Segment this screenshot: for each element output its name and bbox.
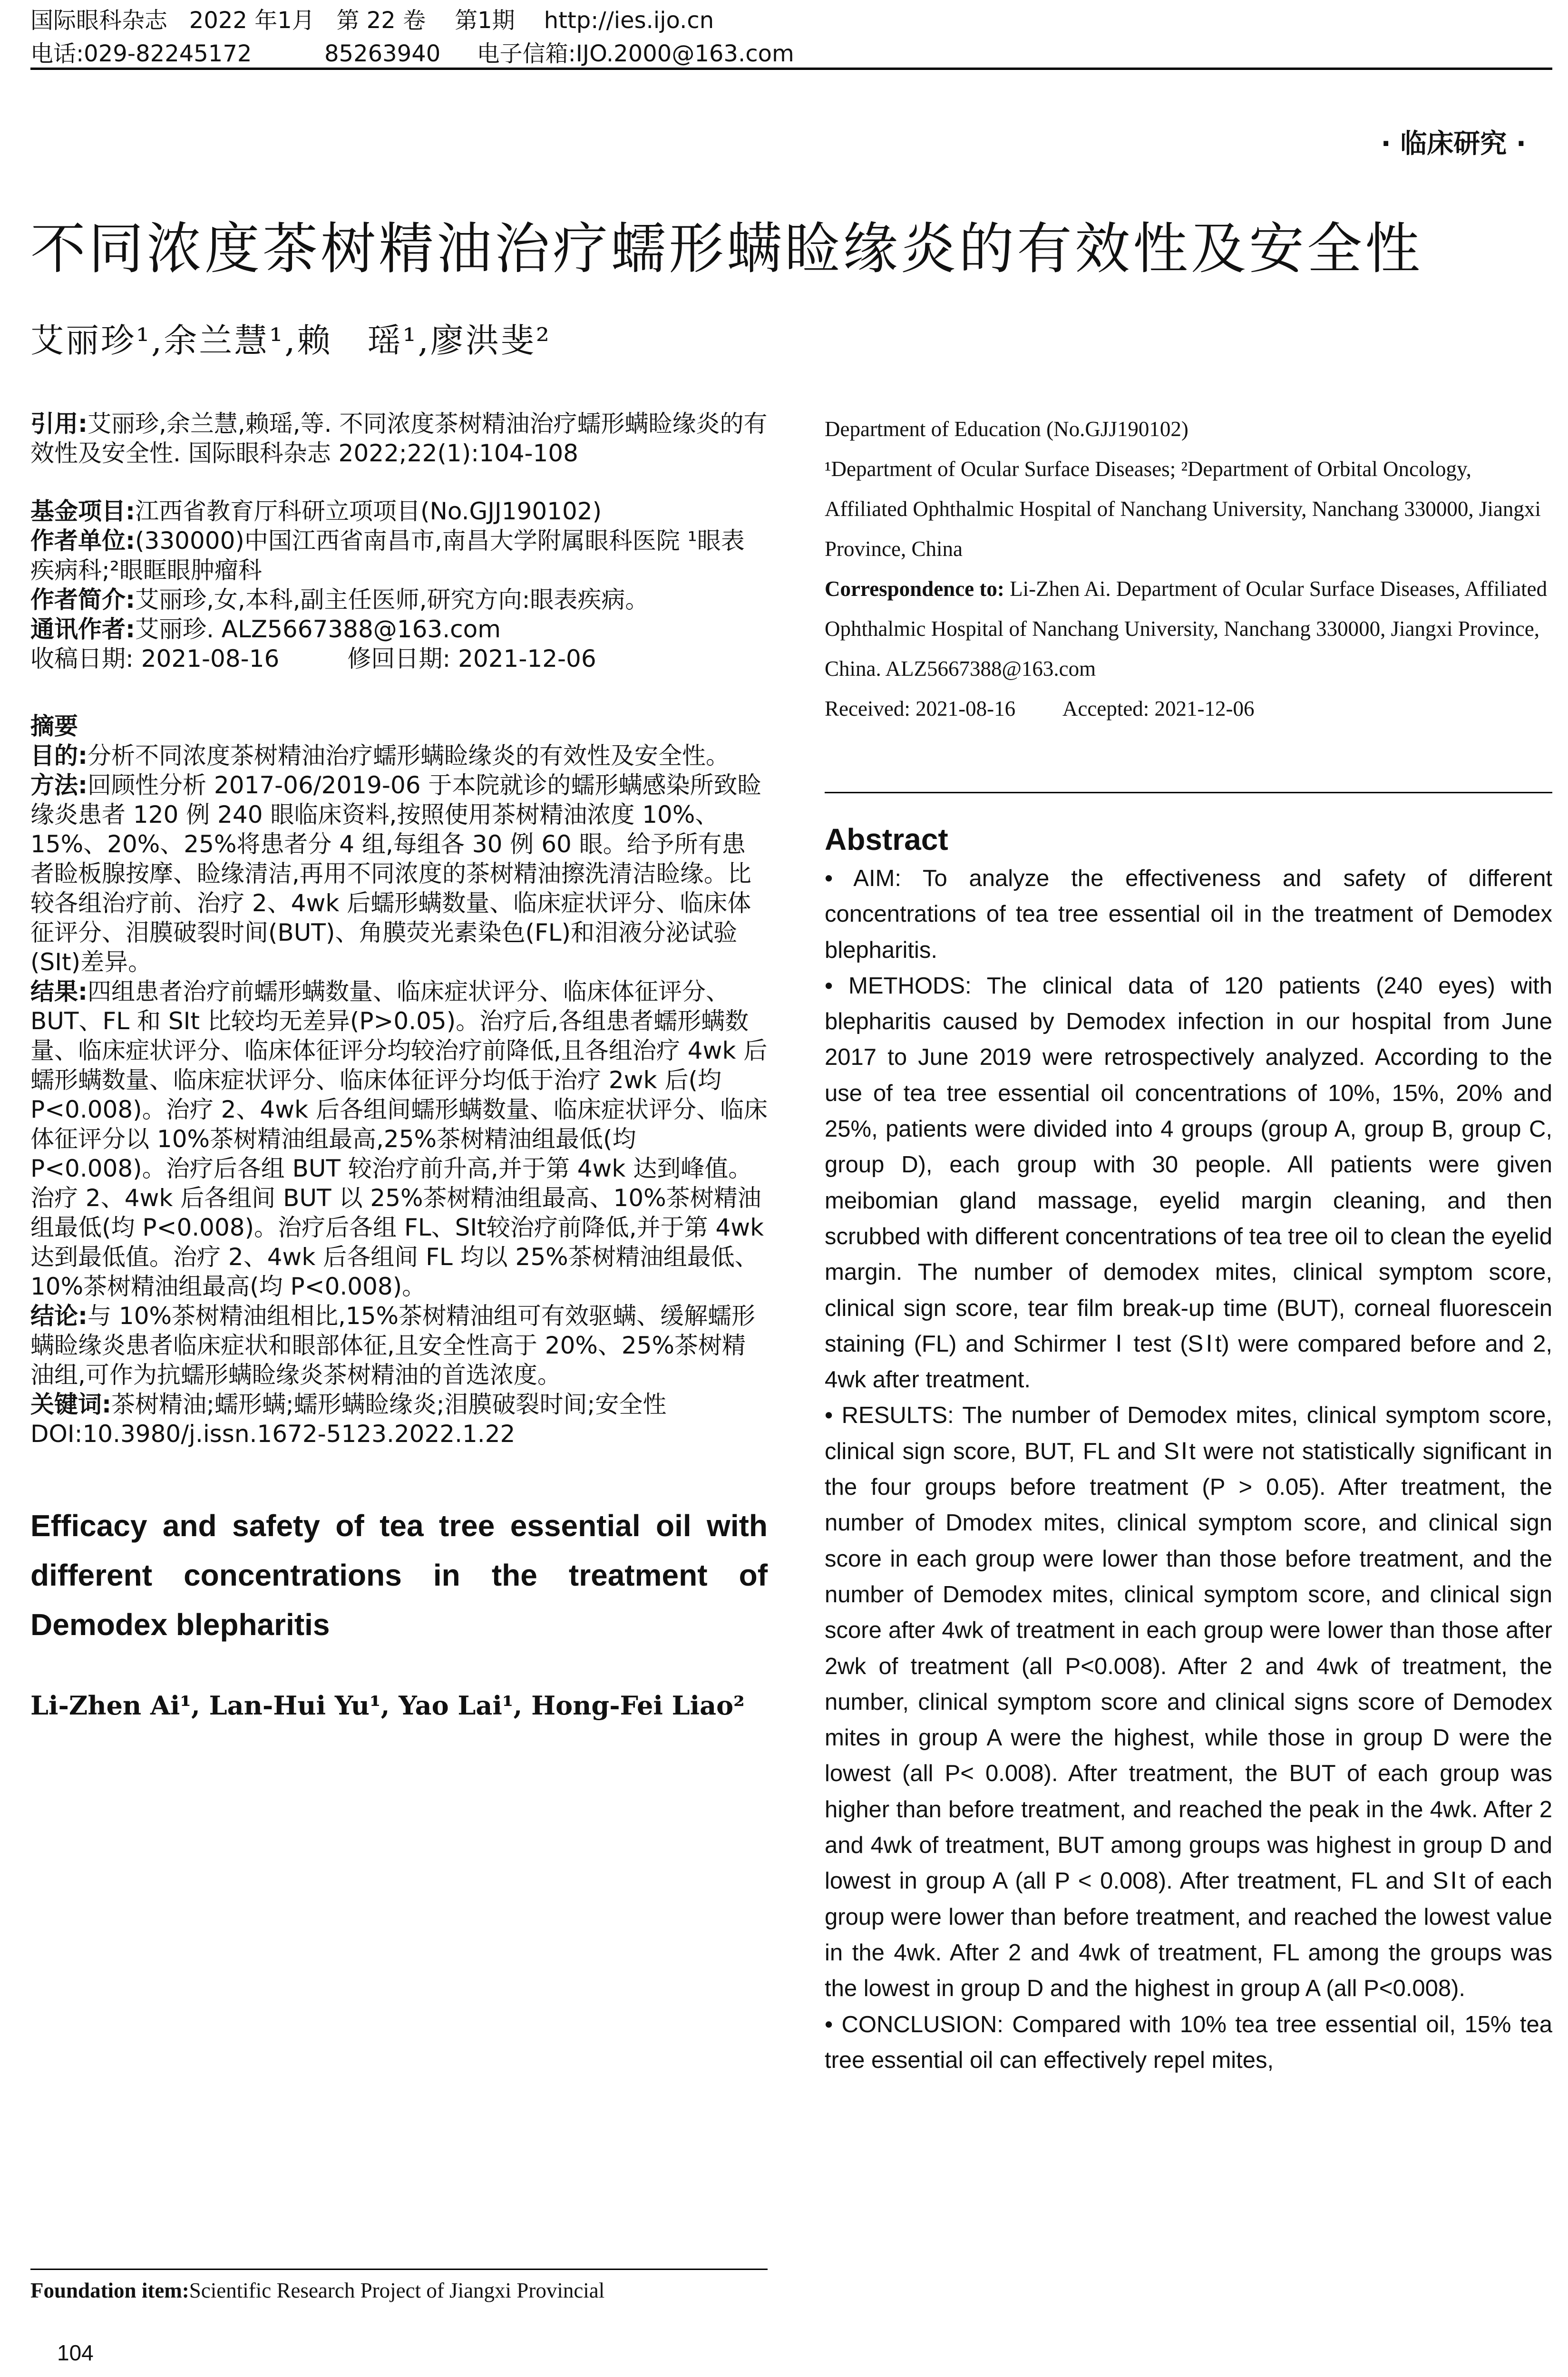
fund (30, 497, 768, 526)
left-column (30, 409, 768, 1728)
keywords-cn (30, 1390, 768, 1419)
methods-cn (30, 770, 768, 977)
journal-header-line2: 电话:029-82245172 85263940 电子信箱:IJO.2000@163.com (30, 40, 794, 67)
affiliation (30, 526, 768, 585)
methods-en (825, 968, 1552, 1398)
correspondence-label: Correspondence to: (825, 577, 1004, 601)
fund-text: 江西省教育厅科研立项项目(No.GJJ190102) (135, 497, 602, 525)
methods-en-label: • METHODS: (825, 973, 972, 999)
citation-label: 引用: (30, 410, 88, 438)
dates-en: Received: 2021-08-16 Accepted: 2021-12-06 (825, 697, 1255, 721)
doi: DOI:10.3980/j.issn.1672-5123.2022.1.22 (30, 1420, 516, 1448)
title-en: Efficacy and safety of tea tree essential oil with different concentrations in the treatment of Demodex blepharitis (30, 1509, 768, 1642)
header-rule (30, 68, 1552, 70)
right-column-top (825, 409, 1552, 729)
conclusion-label: 结论: (30, 1302, 88, 1330)
foundation-cont: Department of Education (No.GJJ190102) (825, 417, 1188, 441)
methods-text: 回顾性分析 2017-06/2019-06 于本院就诊的蠕形螨感染所致睑缘炎患者 120 例 240 眼临床资料,按照使用茶树精油浓度 10%、15%、20%、25%将患者分 4 组,每组各 30 例 60 眼。给予所有患者睑板腺按摩、睑缘清洁,再用不同浓度的茶树精油擦洗清洁睑缘。比较各组治疗前、治疗 2、4wk 后蠕形螨数量、临床症状评分、临床体征评分、泪膜破裂时间(BUT)、角膜荧光素染色(FL)和泪液分泌试验(SⅠt)差异。 (30, 771, 761, 976)
citation-text: 艾丽珍,余兰慧,赖瑶,等. 不同浓度茶树精油治疗蠕形螨睑缘炎的有效性及安全性. 国际眼科杂志 2022;22(1):104-108 (30, 410, 768, 467)
aim-en-text: To analyze the effectiveness and safety of different concentrations of tea tree essential oil in the treatment of Demodex blepharitis. (825, 866, 1553, 963)
aim-en-label: • AIM: (825, 866, 901, 891)
aim-cn (30, 741, 768, 770)
corresp-text: 艾丽珍. ALZ5667388@163.com (135, 615, 501, 643)
results-en-label: • RESULTS: (825, 1403, 954, 1429)
citation (30, 409, 768, 468)
keywords-label: 关键词: (30, 1391, 111, 1418)
methods-label: 方法: (30, 771, 88, 799)
bio-label: 作者简介: (30, 586, 135, 614)
results-en-text: The number of Demodex mites, clinical symptom score, clinical sign score, BUT, FL and SⅠt were not statistically significant in the four groups before treatment (P > 0.05). After treatment, the number of Dmodex mites, clinical symptom score, and clinical sign score in each group were lower than those before treatment, and the number of Demodex mites, clinical symptom score, and clinical sign score after 4wk of treatment in each group were lower than those after 2wk of treatment (all P<0.008). After 2 and 4wk of treatment, the number, clinical symptom score and clinical signs score of Demodex mites in group A were the highest, while those in group D were the lowest (all P< 0.008). After treatment, the BUT of each group was higher than before treatment, and reached the peak in the 4wk. After 2 and 4wk of treatment, BUT among groups was highest in group D and lowest in group A (all P < 0.008). After treatment, FL and SⅠt of each group were lower than before treatment, and reached the lowest value in the 4wk. After 2 and 4wk of treatment, FL among the groups was the lowest in group D and the highest in group A (all P<0.008). (825, 1403, 1552, 2002)
conclusion-cn (30, 1301, 768, 1390)
bio-text: 艾丽珍,女,本科,副主任医师,研究方向:眼表疾病。 (135, 586, 649, 614)
authors-en: Li-Zhen Ai¹, Lan-Hui Yu¹, Yao Lai¹, Hong-Fei Liao² (30, 1690, 745, 1721)
journal-header-line1: 国际眼科杂志 2022 年1月 第 22 卷 第1期 http://ies.ijo.cn (30, 7, 714, 34)
foundation-item (30, 2278, 768, 2303)
author-bio (30, 585, 768, 614)
abstract-heading-cn: 摘要 (30, 712, 78, 740)
corresponding-author (30, 614, 768, 644)
conclusion-en-label: • CONCLUSION: (825, 2011, 1003, 2037)
results-label: 结果: (30, 978, 88, 1005)
corresp-label: 通讯作者: (30, 615, 135, 643)
conclusion-en-text: Compared with 10% tea tree essential oil, 15% tea tree essential oil can effectively repel mites, (825, 2011, 1552, 2073)
methods-en-text: The clinical data of 120 patients (240 eyes) with blepharitis caused by Demodex infection in our hospital from June 2017 to June 2019 were retrospectively analyzed. According to the use of tea tree essential oil concentrations of 10%, 15%, 20% and 25%, patients were divided into 4 groups (group A, group B, group C, group D), each group with 30 people. All patients were given meibomian gland massage, eyelid margin cleaning, and then scrubbed with different concentrations of tea tree oil to clean the eyelid margin. The number of demodex mites, clinical symptom score, clinical sign score, tear film break-up time (BUT), corneal fluorescein staining (FL) and Schirmer Ⅰ test (SⅠt) were compared before and 2, 4wk after treatment. (825, 973, 1552, 1393)
footnote-rule (30, 2269, 768, 2270)
dates-cn: 收稿日期: 2021-08-16 修回日期: 2021-12-06 (30, 645, 596, 672)
keywords-text: 茶树精油;蠕形螨;蠕形螨睑缘炎;泪膜破裂时间;安全性 (111, 1391, 667, 1418)
abstract-en (825, 818, 1552, 2078)
affiliation-label: 作者单位: (30, 527, 135, 555)
abstract-rule (825, 792, 1552, 793)
affiliation-text: (330000)中国江西省南昌市,南昌大学附属眼科医院 ¹眼表疾病科;²眼眶眼肿瘤科 (30, 527, 745, 584)
affiliation-en: ¹Department of Ocular Surface Diseases; ²Department of Orbital Oncology, Affiliated Ophthalmic Hospital of Nanchang University, Nanchang 330000, Jiangxi Province, China (825, 457, 1541, 561)
results-en (825, 1398, 1552, 2007)
fund-label: 基金项目: (30, 497, 135, 525)
page-title: 不同浓度茶树精油治疗蠕形螨睑缘炎的有效性及安全性 (30, 217, 1423, 281)
page-number: 104 (57, 2340, 94, 2365)
results-text: 四组患者治疗前蠕形螨数量、临床症状评分、临床体征评分、BUT、FL 和 SⅠt 比较均无差异(P>0.05)。治疗后,各组患者蠕形螨数量、临床症状评分、临床体征评分均较治疗前降低,且各组治疗 4wk 后蠕形螨数量、临床症状评分、临床体征评分均低于治疗 2wk 后(均 P<0.008)。治疗 2、4wk 后各组间蠕形螨数量、临床症状评分、临床体征评分以 10%茶树精油组最高,25%茶树精油组最低(均 P<0.008)。治疗后各组 BUT 较治疗前升高,并于第 4wk 达到峰值。治疗 2、4wk 后各组间 BUT 以 25%茶树精油组最高、10%茶树精油组最低(均 P<0.008)。治疗后各组 FL、SⅠt较治疗前降低,并于第 4wk 达到最低值。治疗 2、4wk 后各组间 FL 均以 25%茶树精油组最低、10%茶树精油组最高(均 P<0.008)。 (30, 978, 768, 1300)
section-label: · 临床研究 · (1381, 128, 1526, 159)
results-cn (30, 977, 768, 1301)
abstract-heading-en: Abstract (825, 822, 948, 857)
authors-cn: 艾丽珍¹,余兰慧¹,赖 瑶¹,廖洪斐² (30, 321, 551, 360)
aim-text: 分析不同浓度茶树精油治疗蠕形螨睑缘炎的有效性及安全性。 (88, 742, 730, 770)
conclusion-en (825, 2007, 1552, 2079)
aim-en (825, 861, 1552, 968)
foundation-text: Scientific Research Project of Jiangxi Provincial (189, 2279, 605, 2302)
correspondence (825, 569, 1552, 689)
aim-label: 目的: (30, 742, 88, 770)
foundation-label: Foundation item: (30, 2279, 189, 2302)
correspondence-text: Li-Zhen Ai. Department of Ocular Surface Diseases, Affiliated Ophthalmic Hospital of Nanchang University, Nanchang 330000, Jiangxi Province, China. ALZ5667388@163.com (825, 577, 1548, 681)
conclusion-text: 与 10%茶树精油组相比,15%茶树精油组可有效驱螨、缓解蠕形螨睑缘炎患者临床症状和眼部体征,且安全性高于 20%、25%茶树精油组,可作为抗蠕形螨睑缘炎茶树精油的首选浓度。 (30, 1302, 756, 1389)
